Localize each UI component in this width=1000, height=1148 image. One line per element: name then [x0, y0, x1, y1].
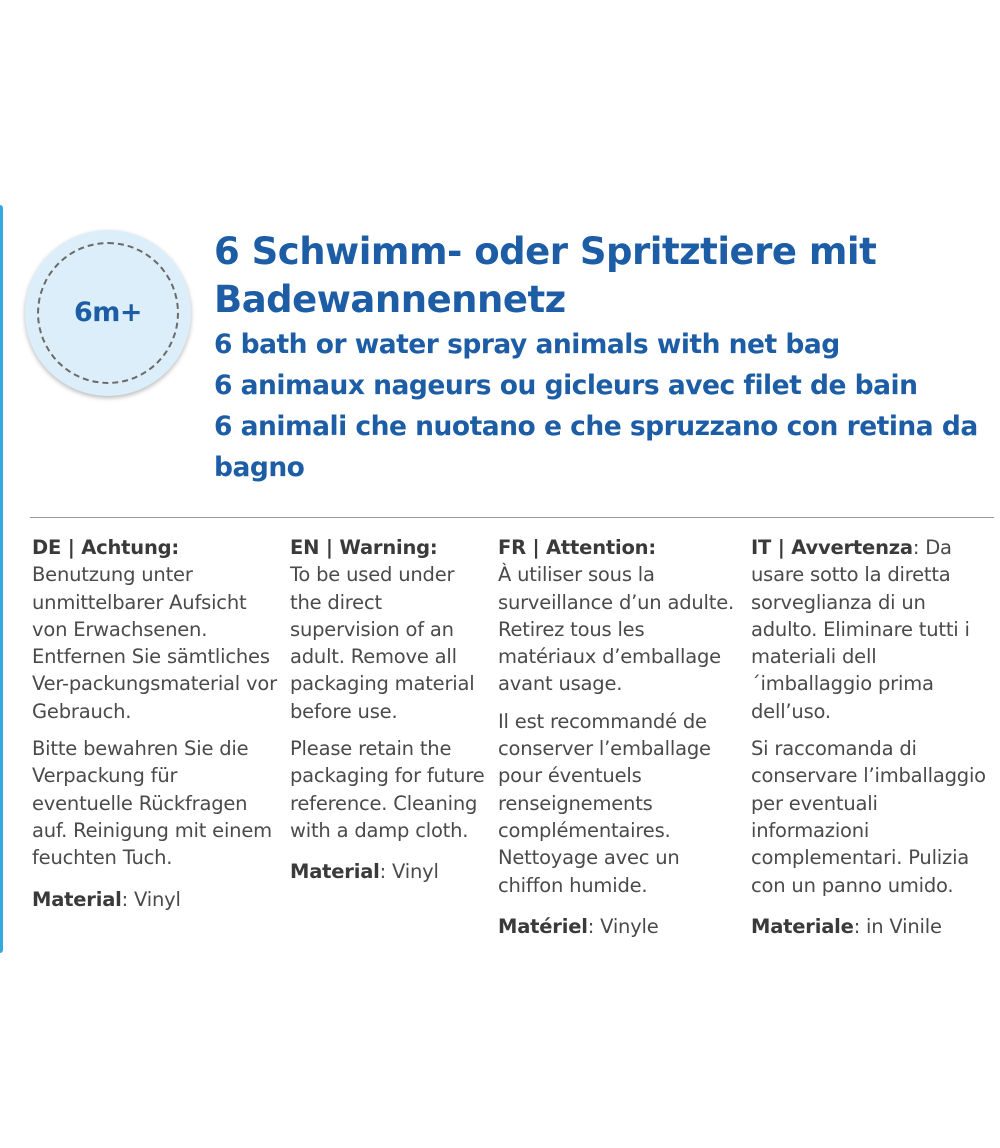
warning-text-fr: À utiliser sous la surveillance d’un adulte. Retirez tous les matériaux d’emballage avant usage. — [498, 563, 734, 696]
age-label: 6m+ — [73, 297, 143, 328]
warning-paragraph-fr — [498, 534, 738, 698]
left-edge-accent — [0, 205, 3, 953]
material-value-fr: : Vinyle — [587, 914, 659, 938]
warning-text-de: Benutzung unter unmittelbarer Aufsicht von Erwachsenen. Entfernen Sie sämtliches Ver-packungsmaterial vor Gebrauch. — [32, 563, 277, 723]
warning-heading-fr: FR | Attention: — [498, 536, 656, 559]
material-line-de — [32, 886, 278, 913]
title-de: 6 Schwimm- oder Spritztiere mit Badewannennetz — [214, 230, 877, 321]
product-headline — [214, 228, 994, 488]
column-en — [290, 534, 486, 886]
warning-heading-de: DE | Achtung: — [32, 536, 179, 559]
warning-heading-en: EN | Warning: — [290, 536, 438, 559]
material-value-en: : Vinyl — [379, 860, 439, 884]
title-it: 6 animali che nuotano e che spruzzano con retina da bagno — [214, 411, 978, 483]
column-fr — [498, 534, 738, 940]
material-value-it: : in Vinile — [853, 914, 942, 938]
warning-text-en: To be used under the direct supervision of an adult. Remove all packaging material before use. — [290, 563, 475, 723]
warning-paragraph-it — [751, 534, 996, 725]
column-de — [32, 534, 278, 913]
warning-text-it: : Da usare sotto la diretta sorveglianza di un adulto. Eliminare tutti i materiali dell´imballaggio prima dell’uso. — [751, 536, 970, 723]
age-badge — [25, 230, 191, 396]
material-value-de: : Vinyl — [121, 887, 181, 911]
column-it — [751, 534, 996, 940]
warning-paragraph-de — [32, 534, 278, 725]
section-divider — [30, 517, 994, 518]
retain-text-fr: Il est recommandé de conserver l’emballage pour éventuels renseignements complémentaires. Nettoyage avec un chiffon humide. — [498, 709, 711, 897]
material-label-de: Material — [32, 887, 122, 911]
warning-paragraph-en — [290, 534, 486, 725]
material-label-fr: Matériel — [498, 914, 588, 938]
retain-text-de: Bitte bewahren Sie die Verpackung für eventuelle Rückfragen auf. Reinigung mit einem feuchten Tuch. — [32, 737, 272, 870]
retain-text-it: Si raccomanda di conservare l’imballaggio per eventuali informazioni complementari. Pulizia con un panno umido. — [751, 737, 986, 897]
material-label-en: Material — [290, 860, 380, 884]
retain-text-en: Please retain the packaging for future reference. Cleaning with a damp cloth. — [290, 737, 485, 842]
material-line-it — [751, 913, 996, 940]
material-line-en — [290, 858, 486, 885]
warning-heading-it: IT | Avvertenza — [751, 536, 913, 559]
material-label-it: Materiale — [751, 914, 854, 938]
title-fr: 6 animaux nageurs ou gicleurs avec filet de bain — [214, 370, 918, 401]
title-en: 6 bath or water spray animals with net bag — [214, 329, 840, 360]
material-line-fr — [498, 913, 738, 940]
